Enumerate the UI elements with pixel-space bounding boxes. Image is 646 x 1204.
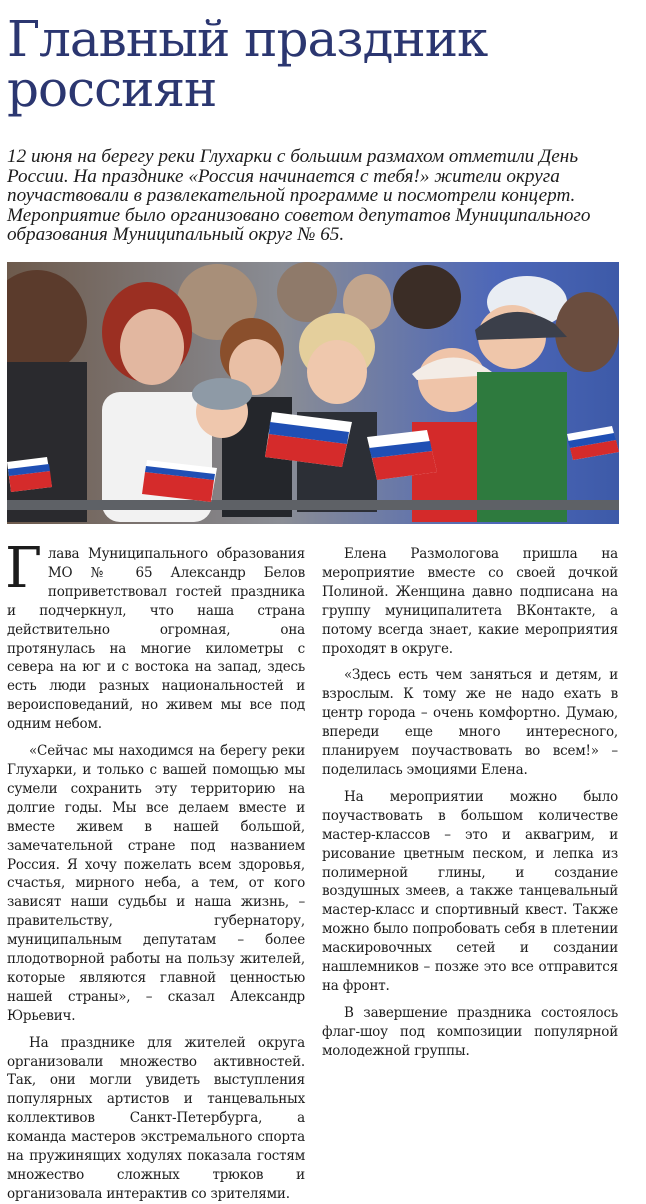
headline: Главный праздник россиян — [7, 10, 488, 118]
article-paragraph-6: На мероприятии можно было поучаствовать в большом количестве мастер-классов – это и аквагрим, и рисование цветным песком, и лепка из полимерной глины, и создание воздушных змеев, а также танцевальный мастер-класс и спортивный квест. Также можно было попробовать себя в плетении маскировочных сетей и создании нашлемников – позже это все отправится на фронт. — [322, 788, 618, 994]
article-paragraph-5: «Здесь есть чем заняться и детям, и взрослым. К тому же не надо ехать в центр города – очень комфортно. Думаю, впереди еще много интересного, планируем поучаствовать во всем!» – поделилась эмоциями Елена. — [322, 667, 618, 778]
crowd-photo-illustration — [7, 262, 619, 524]
article-paragraph-1 — [5, 536, 305, 734]
article-paragraph-1-text: лава Муниципального образования МО № 65 Александр Белов поприветствовал гостей праздника и подчеркнул, что наша страна действительно огромная, она протянулась на многие километры с севера на юг и с востока на запад, здесь есть люди разных национальностей и вероисповеданий, но живем мы все под одним небом. — [7, 546, 305, 733]
article-photo — [7, 262, 619, 524]
article-paragraph-4: Елена Размологова пришла на мероприятие вместе со своей дочкой Полиной. Женщина давно подписана на группу муниципалитета ВКонтакте, а потому всегда знает, какие мероприятия проходят в округе. — [322, 546, 618, 657]
article-paragraph-7: В завершение праздника состоялось флаг-шоу под композиции популярной молодежной группы. — [322, 1004, 618, 1059]
dropcap: Г — [5, 536, 42, 601]
flag-3 — [367, 430, 437, 480]
lead-paragraph: 12 июня на берегу реки Глухарки с большим размахом отметили День России. На празднике «Россия начинается с тебя!» жители округа поучаствовали в развлекательной программе и посмотрели концерт. Мероприятие было организовано советом депутатов Муниципального образования Муниципальный округ № 65. — [7, 146, 591, 246]
article-paragraph-2: «Сейчас мы находимся на берегу реки Глухарки, и только с вашей помощью мы сумели сохранить эту территорию на долгие годы. Мы все делаем вместе и вместе живем в нашей большой, замечательной стране под названием Россия. Я хочу пожелать всем здоровья, счастья, мирного неба, а тем, от кого зависят наши судьбы и наша жизнь, – правительству, губернатору, муниципальным депутатам – более плодотворной работы на пользу жителей, которые являются главной ценностью нашей страны», – сказал Александр Юрьевич. — [7, 743, 305, 1024]
flag-5 — [7, 457, 52, 492]
article-paragraph-3: На празднике для жителей округа организовали множество активностей. Так, они могли увидеть выступления популярных артистов и танцевальных коллективов Санкт-Петербурга, а команда мастеров экстремального спорта на пружинящих ходулях показала гостям множество сложных трюков и организовала интерактив со зрителями. — [7, 1034, 305, 1202]
article-column-left — [5, 536, 305, 1204]
article-column-right — [322, 545, 618, 1061]
